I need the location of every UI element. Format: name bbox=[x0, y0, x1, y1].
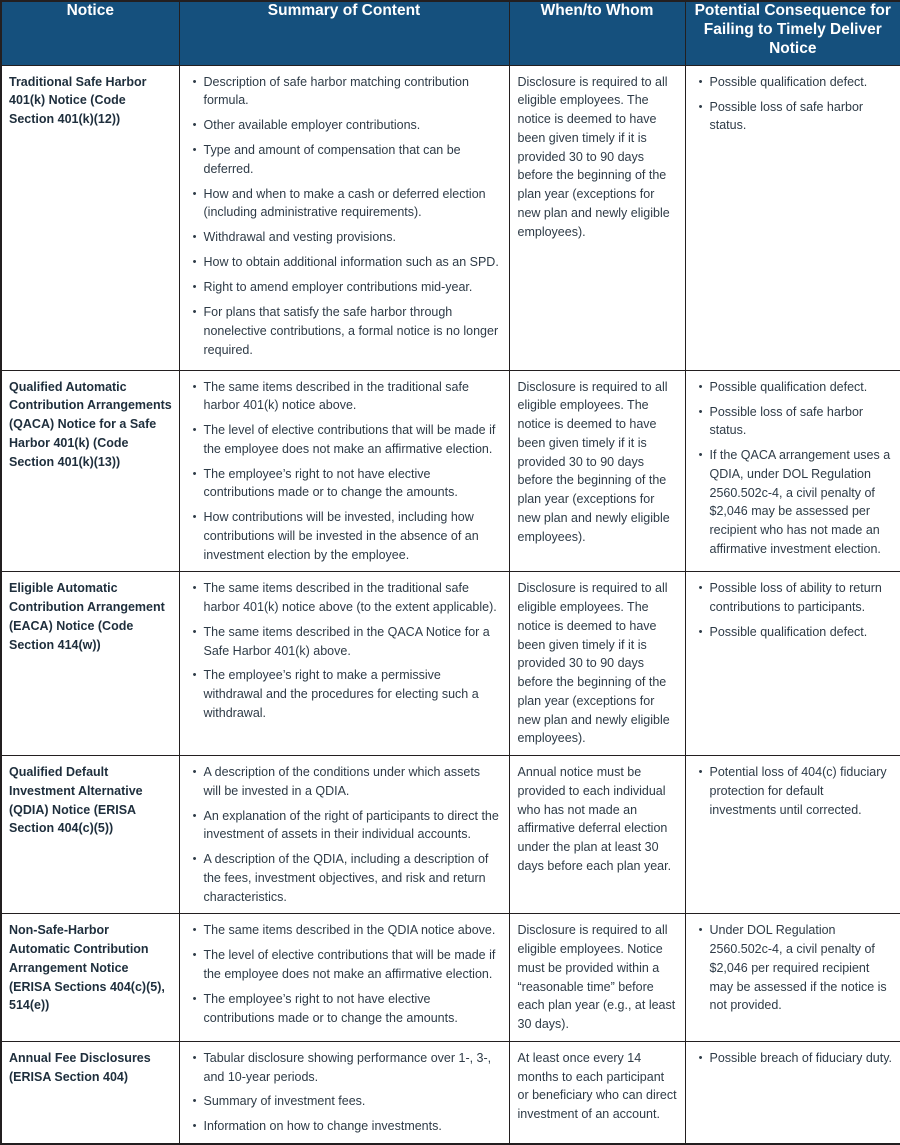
bullet-icon: • bbox=[692, 1049, 710, 1068]
list-item-text: The employee’s right to make a permissive withdrawal and the procedures for electing such a withdrawal. bbox=[204, 666, 501, 722]
list-item-text: The same items described in the traditional safe harbor 401(k) notice above. bbox=[204, 378, 501, 416]
list-item-text: The employee’s right to not have elective contributions made or to change the amounts. bbox=[204, 990, 501, 1028]
list-item bbox=[692, 446, 893, 559]
bullet-icon: • bbox=[692, 623, 710, 642]
list-item bbox=[186, 921, 501, 940]
list-item bbox=[186, 116, 501, 135]
notice-title: Eligible Automatic Contribution Arrangement (EACA) Notice (Code Section 414(w)) bbox=[2, 572, 179, 661]
list-item-text: How contributions will be invested, including how contributions will be invested in the absence of an investment election by the employee. bbox=[204, 508, 501, 564]
when-cell bbox=[509, 914, 685, 1042]
bullet-icon: • bbox=[186, 579, 204, 598]
summary-list bbox=[180, 756, 509, 913]
notice-cell bbox=[1, 1041, 179, 1144]
bullet-icon: • bbox=[186, 185, 204, 204]
list-item-text: Possible qualification defect. bbox=[710, 378, 893, 397]
column-header-notice: Notice bbox=[1, 1, 179, 65]
list-item-text: Possible loss of safe harbor status. bbox=[710, 98, 893, 136]
table-row bbox=[1, 572, 900, 756]
bullet-icon: • bbox=[692, 378, 710, 397]
consequence-cell bbox=[685, 65, 900, 370]
list-item-text: Tabular disclosure showing performance over 1-, 3-, and 10-year periods. bbox=[204, 1049, 501, 1087]
summary-cell bbox=[179, 756, 509, 914]
list-item-text: Withdrawal and vesting provisions. bbox=[204, 228, 501, 247]
bullet-icon: • bbox=[186, 141, 204, 160]
notice-title: Traditional Safe Harbor 401(k) Notice (Code Section 401(k)(12)) bbox=[2, 66, 179, 136]
list-item bbox=[186, 946, 501, 984]
list-item bbox=[692, 623, 893, 642]
list-item bbox=[186, 666, 501, 722]
bullet-icon: • bbox=[186, 666, 204, 685]
list-item bbox=[692, 1049, 893, 1068]
bullet-icon: • bbox=[692, 763, 710, 782]
list-item bbox=[186, 763, 501, 801]
list-item bbox=[692, 579, 893, 617]
summary-list bbox=[180, 572, 509, 729]
table-row bbox=[1, 1041, 900, 1144]
notice-title: Non-Safe-Harbor Automatic Contribution Arrangement Notice (ERISA Sections 404(c)(5), 514(e)) bbox=[2, 914, 179, 1022]
list-item bbox=[186, 253, 501, 272]
list-item-text: Possible loss of safe harbor status. bbox=[710, 403, 893, 441]
summary-cell bbox=[179, 1041, 509, 1144]
bullet-icon: • bbox=[186, 763, 204, 782]
when-text: Disclosure is required to all eligible employees. The notice is deemed to have been given timely if it is provided 30 to 90 days before the beginning of the plan year (exceptions for new plan and newly eligible employees). bbox=[510, 371, 685, 554]
summary-list bbox=[180, 66, 509, 367]
list-item bbox=[692, 403, 893, 441]
list-item-text: A description of the conditions under which assets will be invested in a QDIA. bbox=[204, 763, 501, 801]
list-item-text: Possible qualification defect. bbox=[710, 73, 893, 92]
consequence-cell bbox=[685, 572, 900, 756]
notice-cell bbox=[1, 572, 179, 756]
column-header-summary: Summary of Content bbox=[179, 1, 509, 65]
when-text: Disclosure is required to all eligible employees. Notice must be provided within a “reasonable time” before each plan year (e.g., at least 30 days). bbox=[510, 914, 685, 1041]
list-item bbox=[186, 508, 501, 564]
bullet-icon: • bbox=[692, 403, 710, 422]
summary-cell bbox=[179, 370, 509, 572]
list-item-text: Description of safe harbor matching contribution formula. bbox=[204, 73, 501, 111]
consequence-cell bbox=[685, 1041, 900, 1144]
consequence-cell bbox=[685, 370, 900, 572]
bullet-icon: • bbox=[186, 1117, 204, 1136]
bullet-icon: • bbox=[186, 1049, 204, 1068]
bullet-icon: • bbox=[186, 508, 204, 527]
list-item bbox=[186, 807, 501, 845]
bullet-icon: • bbox=[692, 921, 710, 940]
list-item bbox=[692, 763, 893, 819]
summary-cell bbox=[179, 572, 509, 756]
bullet-icon: • bbox=[186, 116, 204, 135]
list-item bbox=[692, 73, 893, 92]
list-item-text: Right to amend employer contributions mid-year. bbox=[204, 278, 501, 297]
list-item bbox=[186, 378, 501, 416]
when-cell bbox=[509, 756, 685, 914]
list-item bbox=[186, 1049, 501, 1087]
table-row bbox=[1, 370, 900, 572]
table-header bbox=[1, 1, 900, 65]
list-item-text: The level of elective contributions that will be made if the employee does not make an affirmative election. bbox=[204, 946, 501, 984]
bullet-icon: • bbox=[186, 990, 204, 1009]
list-item bbox=[186, 1092, 501, 1111]
list-item-text: Other available employer contributions. bbox=[204, 116, 501, 135]
list-item bbox=[186, 990, 501, 1028]
list-item bbox=[692, 921, 893, 1015]
table-row bbox=[1, 914, 900, 1042]
summary-list bbox=[180, 371, 509, 572]
table-row bbox=[1, 756, 900, 914]
list-item bbox=[186, 850, 501, 906]
bullet-icon: • bbox=[692, 98, 710, 117]
list-item bbox=[186, 303, 501, 359]
list-item bbox=[186, 1117, 501, 1136]
bullet-icon: • bbox=[186, 946, 204, 965]
list-item-text: The same items described in the traditional safe harbor 401(k) notice above (to the extent applicable). bbox=[204, 579, 501, 617]
when-text: Annual notice must be provided to each individual who has not made an affirmative deferral election under the plan at least 30 days before each plan year. bbox=[510, 756, 685, 883]
list-item bbox=[186, 278, 501, 297]
list-item-text: Information on how to change investments. bbox=[204, 1117, 501, 1136]
notice-title: Qualified Default Investment Alternative (QDIA) Notice (ERISA Section 404(c)(5)) bbox=[2, 756, 179, 845]
bullet-icon: • bbox=[692, 579, 710, 598]
summary-cell bbox=[179, 65, 509, 370]
notice-cell bbox=[1, 756, 179, 914]
list-item-text: The employee’s right to not have elective contributions made or to change the amounts. bbox=[204, 465, 501, 503]
list-item bbox=[692, 378, 893, 397]
notice-title: Qualified Automatic Contribution Arrangements (QACA) Notice for a Safe Harbor 401(k) (Code Section 401(k)(13)) bbox=[2, 371, 179, 479]
list-item-text: The same items described in the QACA Notice for a Safe Harbor 401(k) above. bbox=[204, 623, 501, 661]
list-item-text: Possible breach of fiduciary duty. bbox=[710, 1049, 893, 1068]
list-item-text: Summary of investment fees. bbox=[204, 1092, 501, 1111]
bullet-icon: • bbox=[186, 73, 204, 92]
column-header-when: When/to Whom bbox=[509, 1, 685, 65]
bullet-icon: • bbox=[186, 421, 204, 440]
bullet-icon: • bbox=[186, 228, 204, 247]
summary-list bbox=[180, 914, 509, 1034]
list-item-text: How to obtain additional information such as an SPD. bbox=[204, 253, 501, 272]
list-item bbox=[186, 73, 501, 111]
bullet-icon: • bbox=[186, 921, 204, 940]
list-item bbox=[186, 465, 501, 503]
consequence-list bbox=[686, 66, 900, 143]
bullet-icon: • bbox=[186, 303, 204, 322]
when-cell bbox=[509, 572, 685, 756]
list-item-text: Under DOL Regulation 2560.502c-4, a civil penalty of $2,046 per required recipient may be assessed if the notice is not provided. bbox=[710, 921, 893, 1015]
bullet-icon: • bbox=[186, 253, 204, 272]
list-item-text: Potential loss of 404(c) fiduciary protection for default investments until corrected. bbox=[710, 763, 893, 819]
when-text: At least once every 14 months to each participant or beneficiary who can direct investment of an account. bbox=[510, 1042, 685, 1131]
consequence-list bbox=[686, 371, 900, 566]
table-row bbox=[1, 65, 900, 370]
list-item-text: The level of elective contributions that will be made if the employee does not make an affirmative election. bbox=[204, 421, 501, 459]
bullet-icon: • bbox=[186, 378, 204, 397]
bullet-icon: • bbox=[186, 278, 204, 297]
notice-cell bbox=[1, 914, 179, 1042]
list-item-text: A description of the QDIA, including a description of the fees, investment objectives, and risk and return characteristics. bbox=[204, 850, 501, 906]
list-item-text: How and when to make a cash or deferred election (including administrative requirements). bbox=[204, 185, 501, 223]
bullet-icon: • bbox=[186, 623, 204, 642]
list-item bbox=[186, 185, 501, 223]
list-item bbox=[186, 579, 501, 617]
list-item bbox=[186, 421, 501, 459]
list-item-text: For plans that satisfy the safe harbor through nonelective contributions, a formal notice is no longer required. bbox=[204, 303, 501, 359]
list-item bbox=[186, 141, 501, 179]
notice-cell bbox=[1, 370, 179, 572]
consequence-cell bbox=[685, 756, 900, 914]
consequence-list bbox=[686, 756, 900, 826]
list-item bbox=[186, 228, 501, 247]
summary-list bbox=[180, 1042, 509, 1144]
column-header-consequence: Potential Consequence for Failing to Timely Deliver Notice bbox=[685, 1, 900, 65]
list-item bbox=[692, 98, 893, 136]
table-body bbox=[1, 65, 900, 1144]
when-text: Disclosure is required to all eligible employees. The notice is deemed to have been given timely if it is provided 30 to 90 days before the beginning of the plan year (exceptions for new plan and newly eligible employees). bbox=[510, 572, 685, 755]
list-item-text: The same items described in the QDIA notice above. bbox=[204, 921, 501, 940]
bullet-icon: • bbox=[692, 73, 710, 92]
when-text: Disclosure is required to all eligible employees. The notice is deemed to have been given timely if it is provided 30 to 90 days before the beginning of the plan year (exceptions for new plan and newly eligible employees). bbox=[510, 66, 685, 249]
bullet-icon: • bbox=[692, 446, 710, 465]
when-cell bbox=[509, 65, 685, 370]
list-item-text: Possible loss of ability to return contributions to participants. bbox=[710, 579, 893, 617]
bullet-icon: • bbox=[186, 1092, 204, 1111]
list-item-text: Possible qualification defect. bbox=[710, 623, 893, 642]
consequence-list bbox=[686, 572, 900, 649]
when-cell bbox=[509, 1041, 685, 1144]
bullet-icon: • bbox=[186, 850, 204, 869]
list-item-text: Type and amount of compensation that can be deferred. bbox=[204, 141, 501, 179]
list-item-text: If the QACA arrangement uses a QDIA, under DOL Regulation 2560.502c-4, a civil penalty of $2,046 may be assessed per recipient who has not made an affirmative investment election. bbox=[710, 446, 893, 559]
list-item bbox=[186, 623, 501, 661]
bullet-icon: • bbox=[186, 807, 204, 826]
list-item-text: An explanation of the right of participants to direct the investment of assets in their individual accounts. bbox=[204, 807, 501, 845]
consequence-list bbox=[686, 914, 900, 1022]
notice-cell bbox=[1, 65, 179, 370]
consequence-cell bbox=[685, 914, 900, 1042]
when-cell bbox=[509, 370, 685, 572]
consequence-list bbox=[686, 1042, 900, 1075]
summary-cell bbox=[179, 914, 509, 1042]
notice-title: Annual Fee Disclosures (ERISA Section 404) bbox=[2, 1042, 179, 1094]
bullet-icon: • bbox=[186, 465, 204, 484]
